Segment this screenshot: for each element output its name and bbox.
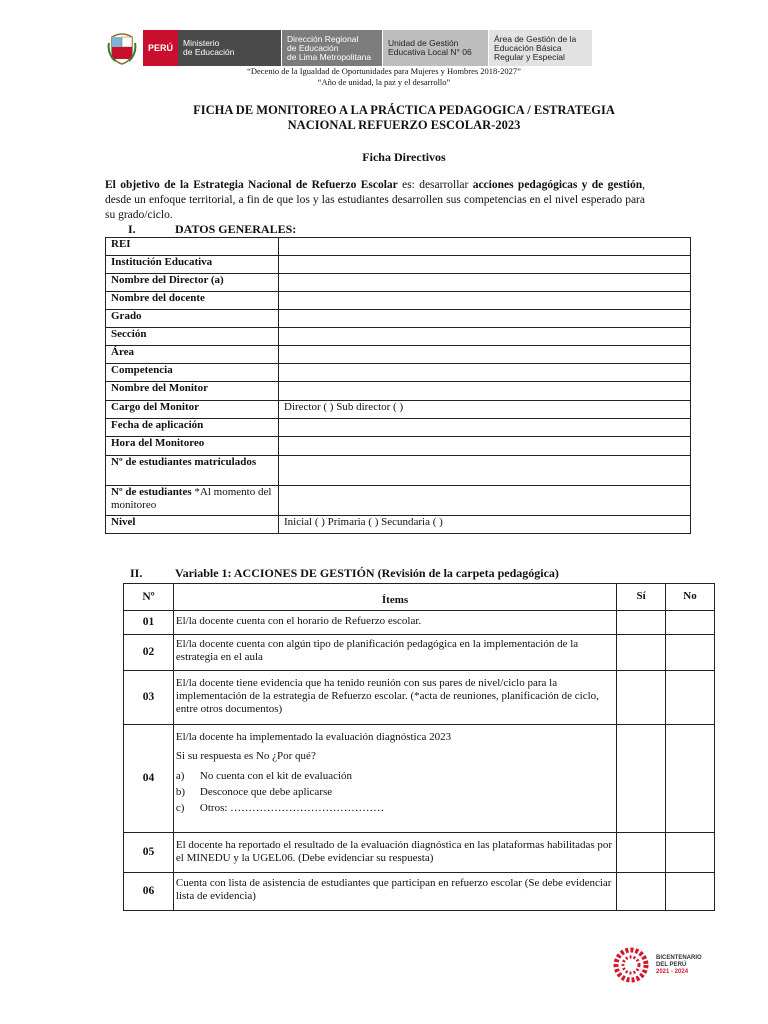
option-text: Desconoce que debe aplicarse [199,786,333,798]
si-checkbox-cell[interactable] [617,725,666,833]
ugel-line-2: Educativa Local N° 06 [388,47,472,57]
table-row [106,364,691,382]
col-header-si: Sí [617,584,666,611]
bicentenario-logo [612,945,742,985]
row-value-field[interactable] [279,274,691,292]
row-label: Cargo del Monitor [106,401,279,419]
item-number: 02 [124,635,174,671]
si-checkbox-cell[interactable] [617,611,666,635]
table-row [106,401,691,419]
option-letter: a) [175,770,185,782]
row-label: Hora del Monitoreo [106,437,279,456]
table-row [106,486,691,516]
table-row [124,611,715,635]
row-value-field[interactable] [279,437,691,456]
row-label: Área [106,346,279,364]
management-actions-table [123,583,715,911]
row-label: Nombre del docente [106,292,279,310]
si-checkbox-cell[interactable] [617,873,666,911]
row-value-field[interactable] [279,346,691,364]
option-text: Otros: …………………………………… [199,802,385,814]
option-b [176,784,614,800]
item-question: Si su respuesta es No ¿Por qué? [175,750,316,762]
row-label: Nombre del Monitor [106,382,279,401]
dre-line-1: Dirección Regional [287,33,359,44]
title-line-2: NACIONAL REFUERZO ESCOLAR-2023 [287,118,521,132]
table-row [106,456,691,486]
si-checkbox-cell[interactable] [617,635,666,671]
table-header-row [124,584,715,611]
row-value-field[interactable] [279,238,691,256]
table-row [106,419,691,437]
row-value-field[interactable] [279,456,691,486]
table-row [124,833,715,873]
row-label: Competencia [106,364,279,382]
item-number: 05 [124,833,174,873]
row-value-field[interactable] [279,382,691,401]
row-label: Fecha de aplicación [106,419,279,437]
row-value-field[interactable] [279,292,691,310]
si-checkbox-cell[interactable] [617,671,666,725]
page-title [0,103,768,133]
table-row [124,873,715,911]
row-label: Nº de estudiantes matriculados [106,456,279,486]
general-data-table [105,237,691,534]
row-value-field[interactable] [279,328,691,346]
item-number: 06 [124,873,174,911]
row-value-field[interactable] [279,486,691,516]
no-checkbox-cell[interactable] [666,635,715,671]
bicentenario-years: 2021 - 2024 [656,968,689,975]
area-brand [488,30,592,66]
col-header-number: Nº [124,584,174,611]
bicentenario-line-2: DEL PERÚ [656,961,687,968]
item-text [173,725,616,833]
item-main-text: El/la docente ha implementado la evaluación diagnóstica 2023 [175,731,452,743]
objective-text-2: , desde un enfoque territorial, a fin de que los y las estudiantes desarrollen sus competencias en el nivel esperado para su grado/ciclo. [105,179,645,221]
dre-line-2: de Educación [287,42,339,53]
area-line-2: Educación Básica [494,42,562,53]
section-2-title: Variable 1: ACCIONES DE GESTIÓN (Revisión de la carpeta pedagógica) [175,566,559,580]
objective-text-1: es: desarrollar [397,179,473,191]
no-checkbox-cell[interactable] [666,671,715,725]
bicentenario-emblem-icon [612,946,650,984]
area-line-3: Regular y Especial [494,51,565,62]
row-value-field[interactable] [279,310,691,328]
item-text: El/la docente cuenta con el horario de Refuerzo escolar. [173,611,616,635]
decenio-line-2: “Año de unidad, la paz y el desarrollo” [317,77,451,87]
table-row [106,328,691,346]
ugel-brand [382,30,488,66]
dre-brand [281,30,382,66]
option-text: No cuenta con el kit de evaluación [199,770,353,782]
ministerio-line-2: de Educación [183,47,235,57]
area-line-1: Área de Gestión de la [494,33,577,44]
table-row [106,256,691,274]
si-checkbox-cell[interactable] [617,833,666,873]
row-label: REI [106,238,279,256]
col-header-items: Ítems [173,584,616,611]
decenio-line-1: “Decenio de la Igualdad de Oportunidades para Mujeres y Hombres 2018-2027” [247,66,521,76]
bicentenario-text [656,955,702,976]
item-text: El/la docente tiene evidencia que ha tenido reunión con sus pares de nivel/ciclo para la implementación de la estrategia de Refuerzo escolar. (*acta de reuniones, planificación de ciclo, entre otros documentos) [173,671,616,725]
item-number: 04 [124,725,174,833]
ministerio-line-1: Ministerio [183,38,220,48]
peru-coat-of-arms-icon [105,30,139,66]
section-1-title: DATOS GENERALES: [175,222,297,236]
table-row [106,274,691,292]
section-1-heading [128,222,296,237]
row-label: Grado [106,310,279,328]
row-label: Nombre del Director (a) [106,274,279,292]
cargo-options[interactable]: Director ( ) Sub director ( ) [279,401,691,419]
table-row [124,635,715,671]
dre-line-3: de Lima Metropolitana [287,51,372,62]
item-text: El docente ha reportado el resultado de la evaluación diagnóstica en las plataformas habilitadas por el MINEDU y la UGEL06. (Debe evidenciar su respuesta) [173,833,616,873]
bicentenario-line-1: BICENTENARIO [656,954,702,961]
option-c [176,800,614,816]
row-label [106,486,279,516]
row-label-bold: Nº de estudiantes [111,486,192,498]
row-value-field[interactable] [279,419,691,437]
table-row [106,346,691,364]
table-row [124,671,715,725]
page-subtitle: Ficha Directivos [362,150,446,164]
item-number: 01 [124,611,174,635]
title-line-1: FICHA DE MONITOREO A LA PRÁCTICA PEDAGOGICA / ESTRATEGIA [193,103,615,117]
objective-bold-2: acciones pedagógicas y de gestión [472,179,643,191]
ministerio-brand [178,30,281,66]
row-label: Nivel [106,516,279,534]
section-1-number: I. [128,222,136,236]
section-2-heading [130,566,559,581]
option-a [176,768,614,784]
table-row [124,725,715,833]
objective-paragraph [105,178,645,223]
item-text: El/la docente cuenta con algún tipo de planificación pedagógica en la implementación de la estrategia en el aula [173,635,616,671]
row-value-field[interactable] [279,364,691,382]
peru-brand: PERÚ [143,30,178,66]
no-checkbox-cell[interactable] [666,833,715,873]
table-row [106,310,691,328]
section-2-number: II. [130,566,143,580]
no-checkbox-cell[interactable] [666,873,715,911]
col-header-no: No [666,584,715,611]
row-value-field[interactable] [279,256,691,274]
decenio-text [0,66,768,88]
option-letter: c) [175,802,185,814]
row-label: Institución Educativa [106,256,279,274]
table-row [106,238,691,256]
table-row [106,382,691,401]
ugel-line-1: Unidad de Gestión [388,38,459,48]
item-number: 03 [124,671,174,725]
row-label-note: *Al momento del monitoreo [111,486,272,511]
table-row [106,437,691,456]
header-logos [105,30,592,66]
table-row [106,516,691,534]
item-text: Cuenta con lista de asistencia de estudiantes que participan en refuerzo escolar (Se debe evidenciar lista de evidencia) [173,873,616,911]
no-checkbox-cell[interactable] [666,611,715,635]
option-letter: b) [175,786,186,798]
no-checkbox-cell[interactable] [666,725,715,833]
table-row [106,292,691,310]
nivel-options[interactable]: Inicial ( ) Primaria ( ) Secundaria ( ) [279,516,691,534]
objective-bold-1: El objetivo de la Estrategia Nacional de Refuerzo Escolar [105,179,398,191]
row-label: Sección [106,328,279,346]
